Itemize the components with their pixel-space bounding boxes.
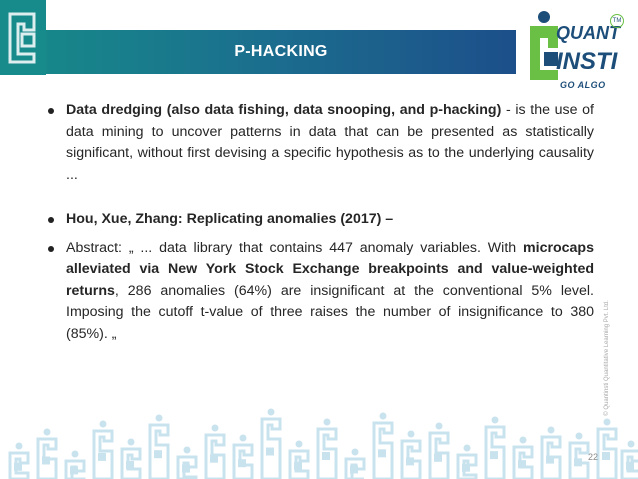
pattern-tile xyxy=(514,437,532,479)
pattern-tile xyxy=(430,423,448,479)
bullet-dot-icon xyxy=(48,108,54,114)
pattern-tile xyxy=(234,435,252,479)
bullet-data-dredging xyxy=(48,100,594,186)
pattern-tile xyxy=(458,445,476,479)
pattern-tile xyxy=(486,417,504,479)
pattern-tile xyxy=(150,415,168,479)
pattern-tile xyxy=(66,451,84,479)
bullet-abstract xyxy=(48,238,594,346)
pattern-tile xyxy=(622,441,638,479)
pattern-tile xyxy=(206,425,224,479)
abstract-text-end: , 286 anomalies (64%) are insignificant at the conventional 5% level. Imposing the cutoff t-value of three raises the number of insignificance to 380 (85%). „ xyxy=(66,282,594,342)
pattern-tile xyxy=(262,409,280,479)
pattern-tile xyxy=(38,429,56,479)
slide-title: P-HACKING xyxy=(234,43,328,60)
pattern-tile xyxy=(570,433,588,479)
pattern-tile xyxy=(346,449,364,479)
title-bar xyxy=(46,30,516,74)
corner-glyph-icon xyxy=(6,10,40,66)
logo-line2: INSTI xyxy=(556,48,618,75)
abstract-text-start: Abstract: „ ... data library that contains 447 anomaly variables. With xyxy=(66,239,524,256)
pattern-tile xyxy=(10,443,28,479)
pattern-tile xyxy=(290,441,308,479)
abstract-bold-phrase: microcaps alleviated via New York Stock Exchange breakpoints and value-weighted returns xyxy=(66,239,594,299)
pattern-tile xyxy=(178,447,196,479)
corner-tile xyxy=(0,0,46,75)
bullet-reference xyxy=(48,209,594,231)
pattern-tile xyxy=(542,427,560,479)
page-number: 22 xyxy=(588,452,599,462)
copyright-text: © Quantinsti Quantitative Learning Pvt. Ltd. xyxy=(604,300,610,416)
pattern-tile xyxy=(122,439,140,479)
logo-trademark: TM xyxy=(610,14,624,28)
bullet-text: - is the use of data mining to uncover patterns in data that can be presented as statistically significant, without first devising a specific hypothesis as to the underlying causality ... xyxy=(66,102,594,183)
slide-content xyxy=(48,100,594,345)
pattern-tile xyxy=(94,421,112,479)
pattern-tile xyxy=(374,413,392,479)
pattern-tile xyxy=(318,419,336,479)
logo-line1: QUANT xyxy=(556,23,620,43)
logo-tagline: GO ALGO xyxy=(560,80,606,90)
bullet-dot-icon xyxy=(48,246,54,252)
decorative-pattern xyxy=(0,395,638,479)
pattern-tile xyxy=(598,419,616,479)
bullet-reference-title: Hou, Xue, Zhang: Replicating anomalies (2017) – xyxy=(66,211,394,227)
bullet-dot-icon xyxy=(48,217,54,223)
bullet-bold-term: Data dredging (also data fishing, data snooping, and p-hacking) xyxy=(66,102,502,118)
pattern-tile xyxy=(402,431,420,479)
quantinsti-logo xyxy=(522,8,622,98)
